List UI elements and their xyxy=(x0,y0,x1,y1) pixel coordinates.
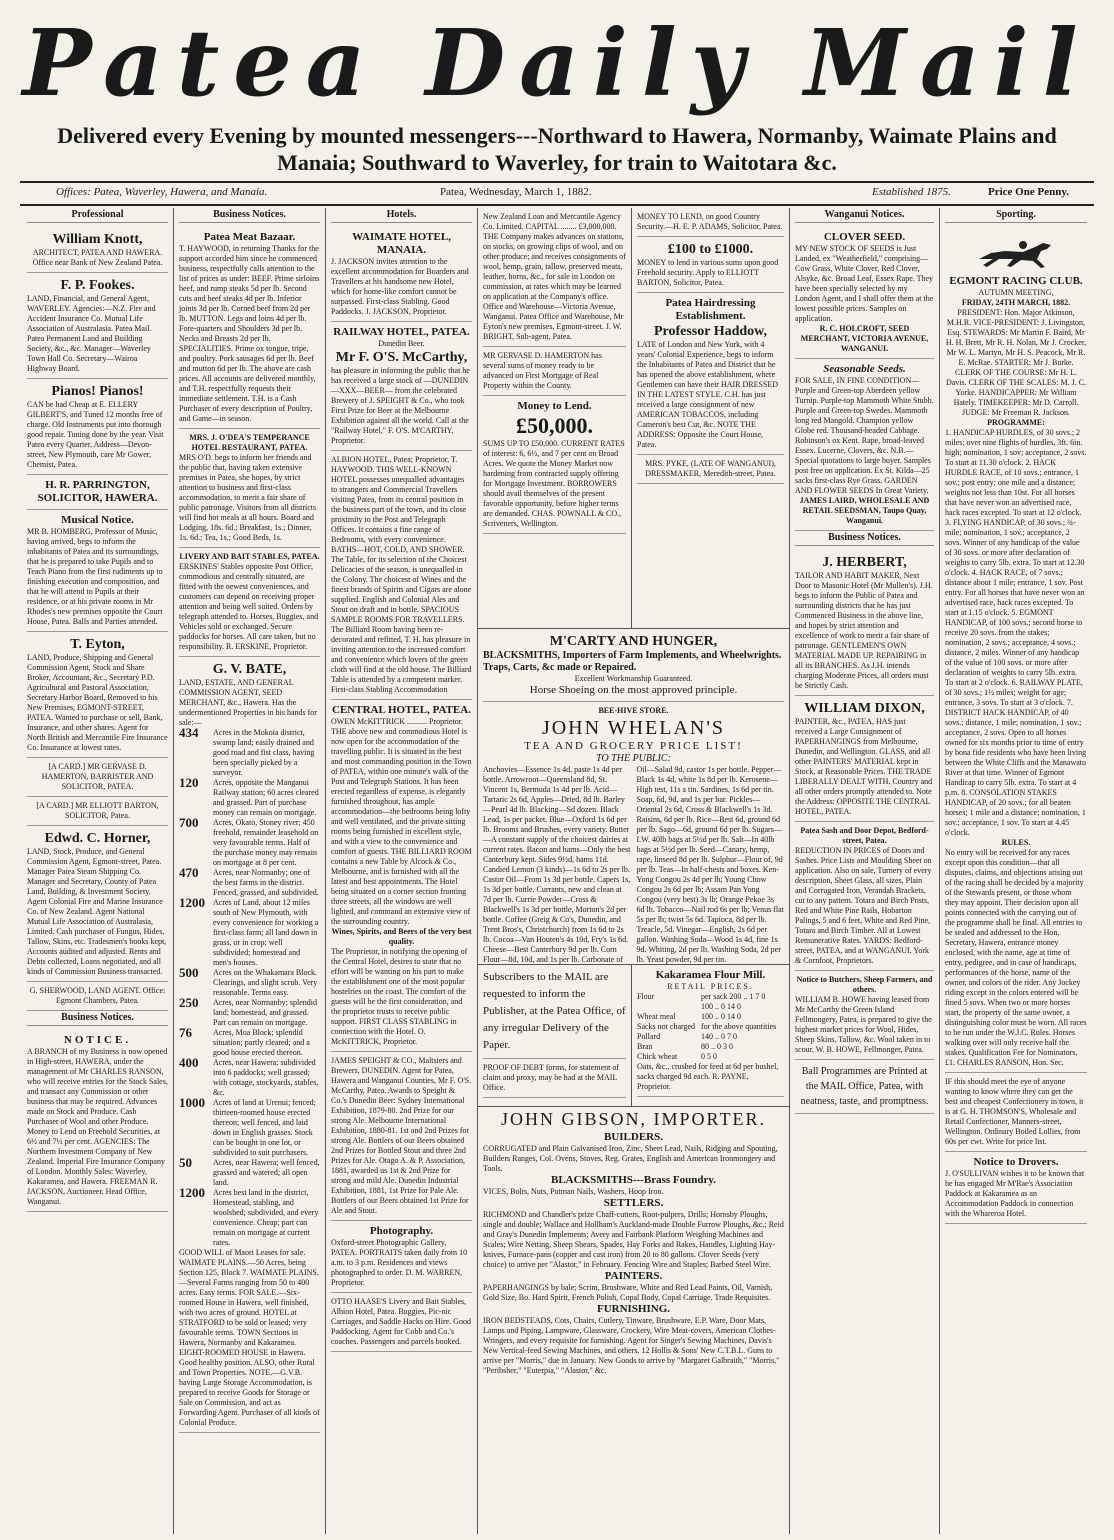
subhead: PAINTERS. xyxy=(604,1270,663,1282)
price-list-left: Anchovies—Essence 1s 4d, paste 1s 4d per bottle. Arrowroot—Queensland 8d, St. Vincent 1s, Bermuda 1s 4d per lb. Acid—Tartaric 2s 6d, Apples—Dried, 8d lb. Barley—Pearl 4d lb. Blacking—Sd dozen. Black Lead, 1s per packet. Blue—Oxford 1s 6d per lb. Brooms and Brushes, every variety. Butter—A constant supply of the choicest dairies at current rates. Bacon and hams—Only the best Canterbury kept. Sides 9½d, hams 11d. Candied Lemon (3 kinds)—1s 6d to 2s per lb. Castor Oil—From 1s 3d per bottle. Capers 1s, 1s 3d per bottle. Currants, new and clean at 7d per lb. Currie Powder—Cross & Blackwell's 1s 3d per bottle, Morton's 2d per bottle. Coffee (Greig & Co's, Dunedin, and Trent Bros's, Christchurch) from 1s 6d to 2s lb. Cocoa—Van Houten's 4s 10d, Fry's 1s 6d. Cheese—Best Canterbury 9d per lb. Corn Flour—8d, 10d, and 1s per lb. Carbonate of xyxy=(483,765,631,964)
column-flour-mill xyxy=(632,964,790,1106)
offices-line: Offices: Patea, Waverley, Hawera, and Manaia. xyxy=(56,186,268,198)
wide-block xyxy=(478,628,790,964)
ad-title: CLOVER SEED. xyxy=(823,231,906,243)
ad-body: TAILOR AND HABIT MAKER, Next Door to Masonic Hotel (Mr Mullen's). J.H. begs to inform the Public of Patea and surrounding districts that he has just Commenced Business in the above line, and hopes by strict attention and excellence of work to merit a fair share of patronage. GENTLEMEN'S OWN MATERIAL MADE UP. REPAIRING in all its BRANCHES. As J.H. intends charging Moderate Prices, all orders must be Strictly Cash. xyxy=(795,571,933,690)
info-bar xyxy=(20,186,1094,204)
property-acres: 76 xyxy=(179,1025,192,1040)
ad-signature: JAMES LAIRD, WHOLESALE AND RETAIL SEEDSMAN, Taupo Quay, Wanganui. xyxy=(799,496,930,525)
ad-body: J. JACKSON invites attention to the excellent accommodation for Boarders and Travellers at his handsome new Hotel, which for home-like comfort cannot be surpassed. First-class Stabling. Good Paddocks. J. JACKSON, Proprietor. xyxy=(331,257,469,316)
flour-price-row xyxy=(637,992,784,1002)
ad-body: T. HAYWOOD, in returning Thanks for the support accorded him since he commenced business, respectfully calls attention to the list of prices as under: BEEF. Prime sirloins beef, and rump steaks 5d per lb. Second cuts and beef steaks 4d per lb. Inferior joints 3d per lb. Corned beef from 2d per lb. MUTTON. Legs and loins 4d per lb. Fore-quarters and Shoulders 3d per lb. Necks and Breasts 2d per lb. SPECIALITIES. Prime ox tongue, tripe, and poultry. Pork sausages 6d per lb. Beef and mutton 6d per lb. The above are cash prices. All accounts are delivered monthly, and T.H. respectfully requests their immediate settlement. T.H. is a Cash Purchaser of every description of Poultry, and Game—in season. xyxy=(179,244,320,423)
ad-title: EGMONT RACING CLUB. xyxy=(949,275,1083,287)
property-row xyxy=(179,1188,320,1248)
ad-body: CORRUGATED and Plain Galvanised Iron, Zinc, Sheet Lead, Nails, Ridging and Spouting, Builders Ranges, Col. Ovens, Stoves, Reg. Grates, English and American Ironmongery and Tools. xyxy=(483,1144,778,1173)
flour-price-row xyxy=(637,1052,784,1062)
property-row xyxy=(179,898,320,968)
ad-title: WILLIAM DIXON, xyxy=(804,701,925,716)
property-description: Acres on the Whakamara Block. Clearings, and slight scrub. Very reasonable. Terms easy. xyxy=(213,968,318,997)
ad-whelan xyxy=(483,702,784,964)
ad-signature: R. C. HOLCROFT, SEED MERCHANT, VICTORIA AVENUE, WANGANUI. xyxy=(800,324,929,353)
ad-proof-of-debt: PROOF OF DEBT forms, for statement of claim and proxy, may be had at the MAIL Office. xyxy=(483,1059,626,1098)
info-rule xyxy=(20,204,1094,206)
ad-body: RICHMOND and Chandler's prize Chaff-cutters, Root-pulpers, Drills; Hornsby Ploughs, single and double; Wallace and Hollham's Auckland-made Double Furrow Ploughs, &c.; Reid and Gray's Dunedin Implements; Avery and Fairbank Platform Weighing Machines and Scales; Wire Netting, Sheep Shears, Spades, Hay Forks and Rakes, Handles, Lighting Hay-knives, Furnace-pans (copper and cast iron) from 20 to 80 gallons. Clover Seeds (very choice) to arrive per "Alastor," in February. Fencing Wire and Staples; Barbed Steel Wire. xyxy=(483,1210,784,1269)
flour-price: 100 .. 0 14 0 xyxy=(700,1002,741,1011)
ad-body: A BRANCH of my Business is now opened in High-street, HAWERA, under the management of Mr CHARLES RANSON, who will receive entries for the Stock Sales, and transact any Commission or other business that may be required. Advances made on Stock and Produce. Cash Purchaser of Wool and other Produce. Money to Lend on Freehold Securities, at 6½ and 7½ per cent. AGENCIES: The Northern Investment Company of New Zealand. Imperial Fire Insurance Company of London. Monthly Sales: Waverley, Kakaramea, and Hawera. FREEMAN R. JACKSON, Auctioneer. Head Office, Wanganui. xyxy=(27,1047,168,1206)
ad-body: SUMS UP TO £50,000. CURRENT RATES of interest: 6, 6½, and 7 per cent on Broad Acres. We quote the Money Market now hardening from contracted supply offering for Mortgage Investment. BORROWERS should avail themselves of the present favorable opportunity, before higher terms are demanded. CHAS. POWNALL & CO., Scriveners, Wellington. xyxy=(483,439,625,528)
price-list xyxy=(483,765,784,964)
property-description: Acres of Land, about 12 miles south of New Plymouth, with every convenience for working a first-class farm; all land down in grass, or in crop; well subdivided; homestead and men's houses. xyxy=(213,898,319,967)
ad-body-more: The Proprietor, in notifying the opening of the Central Hotel, desires to state that no effort will be wanting on his part to make the establishment one of the most popular hostelries on the coast. The comfort of the guests will be the first consideration, and the proprietor trusts to receive public support. FIRST CLASS STABLING in connection with the Hotel. O. McKITTRICK, Proprietor. xyxy=(331,947,468,1046)
property-description: Acres, Okato, Stoney river; 450 freehold, remainder leasehold on very favourable terms. Half of the purchase money may remain on mortgage at 8 per cent. xyxy=(213,818,319,867)
flour-item: Chick wheat xyxy=(637,1052,678,1061)
columns xyxy=(22,208,1092,1534)
property-acres: 1200 xyxy=(179,895,205,910)
ad-title: CENTRAL HOTEL, PATEA. xyxy=(332,704,471,716)
ad-body: FOR SALE, IN FINE CONDITION— Purple and Green-top Aberdeen yellow Turnip. Purple-top Mammoth White Stubb. Purple and Green-top Swedes. Mammoth long red Mangold. Champion yellow Globe red. Thousand-headed Cabbage. Robinson's ox Kent. Rape, broad-leaved Essex. Lucerne, Clovers, &c. N.B.—Special quotations to large buyer. Samples post free on application. Ex St. Kilda—25 sacks first-class Rye Grass. GARDEN AND FLOWER SEEDS In Great Variety. xyxy=(795,376,934,495)
ad-note: Excellent Workmanship Guaranteed. xyxy=(574,674,693,683)
ad-hairdressing xyxy=(637,293,784,455)
ad-hamerton-loan: MR GERVASE D. HAMERTON has several sums of money ready to be advanced on First Mortgage of Real Property within the County. xyxy=(483,347,626,396)
property-row xyxy=(179,968,320,998)
price-list-right xyxy=(637,765,785,964)
price-list-right-items: Oil—Salad 9d, castor 1s per bottle. Pepper—Black 1s 4d, white 1s 8d per lb. Kerosene—High test, 11s a tin. Sardines, 1s 6d per tin. Soap, 6d, 9d, and 1s per bar. Pickles—Oriental 2s 6d, Cross & Blackwell's 1s 3d. Raisins, 6d per lb. Rice—Best 6d, ground 6d per lb. Sago—6d, ground 6d per lb. Sugars—I.W. 40lb bags at 5½d per lb. Salt—In 40lb bags at 5½d per lb. Seed—Canary, hemp, rape, linseed 8d per lb. Sulphur—Flour of, 9d per lb. Teas—In half-chests and boxes. Ken-Yong Congou 2s 4d per lb; Young Chow Congou 2s 6d per lb; Assam Pan Yong Congou (very best) 3s lb; Orange Pekoe 3s 6d lb. Tobacco—Nail rod 6s per lb; Venus flat 5s per lb; twist 5s 6d. Tapioca, 8d per lb. Treacle, 5d. Vinegar—English, 2s 6d per gallon. Washing Soda—Wood 1s 4d, fine 1s 9d. Whiting, 2d per lb. Washing Soda, 2d per lb. Yeast powder, 9d per tin. xyxy=(636,765,784,964)
ad-title: JOHN WHELAN'S xyxy=(541,717,726,739)
subhead: SETTLERS. xyxy=(603,1197,664,1209)
property-description: Acres, near Normanby; one of the best farms in the district. Fenced, grassed, and subdivided. xyxy=(213,868,319,897)
ad-kakaramea xyxy=(637,965,784,1097)
ad-title: Pianos! Pianos! xyxy=(51,384,144,399)
column-business xyxy=(174,208,326,1534)
ad-body: LAND, Produce, Shipping and General Commission Agent, Stock and Share Broker, Accountant, &c., Secretary P.D. Agricultural and Pastoral Association, Secretary Harbor Board, Removed to his New Premises, EGMONT-STREET, PATEA. Wanted to purchase or sell, Bank, Insurance, and other shares. Agent for North British and Mercantile Fire Insurance Co. Insurance at lowest rates. xyxy=(27,653,168,752)
property-row xyxy=(179,818,320,868)
rules-body: No entry will be received for any races except upon this condition—that all disputes, claims, and objections arising out of the racing shall be decided by a majority of the Stewards present, or those whom they may appoint. Their decision upon all points connected with the carrying out of the programme shall be final. All entries to be sealed and addressed to the Hon. Secretary, Hawera, entrance money enclosed, with the name, age at time of entry, pedigree, and in case of handicaps, performances of the horse, name of the owner, and colors of the rider. Any Jockey riding except in the colors entered will be fined 5 sovs. When two or more horses start, the property of the same owner, a distinguishing color must be worn. All races to be run under the W.J.C. Rules. Horses walking over will only receive half the stakes. Qualification Fee for Nominators, £1. CHARLES RANSON, Hon. Sec. xyxy=(945,848,1087,1067)
ad-sherwood: G. SHERWOOD, LAND AGENT. Office: Egmont Chambers, Patea. xyxy=(27,982,168,1011)
tagline: Delivered every Evening by mounted messengers---Northward to Hawera, Normanby, Waimate Plains and Manaia; Southward to Waverley, for train to Waitotara &c. xyxy=(57,123,1057,175)
ad-barton-loan xyxy=(637,237,784,293)
ad-gibson xyxy=(478,1106,790,1534)
column-subscribers xyxy=(478,964,632,1106)
established-line: Established 1875. xyxy=(872,186,951,198)
property-description: Acres best land in the district, Homestead, stabling, and woolshed; subdivided, and every convenience. Cheap; part can remain on mortgage at current rates. xyxy=(213,1188,319,1247)
ad-body: Oxford-street Photographic Gallery, PATEA. PORTRAITS taken daily from 10 a.m. to 3 p.m. Residences and views photographed to order. D. M. WARREN, Proprietor. xyxy=(331,1238,468,1287)
flour-price-table xyxy=(637,992,784,1062)
property-description: Acres, Moa Block; splendid situation; partly cleared; and a good house erected thereon. xyxy=(213,1028,310,1057)
ad-body: PAPERHANGINGS by bale; Scrim, Brushware, White and Red Lead Paints, Oil, Varnish, Gold Size, Bo. Hard Spirit, French Polish, Copal Body, Copal Carriage. Trade Requisites. xyxy=(483,1283,773,1302)
ad-title: LIVERY AND BAIT STABLES, PATEA. xyxy=(179,552,320,561)
ad-title: JOHN GIBSON, IMPORTER. xyxy=(501,1109,766,1129)
property-acres: 470 xyxy=(179,865,199,880)
ad-title: G. V. BATE, xyxy=(212,662,287,677)
ad-livery xyxy=(179,548,320,657)
ad-waimate-hotel xyxy=(331,227,472,322)
ad-title: Notice to Butchers, Sheep Farmers, and others. xyxy=(796,975,933,994)
flour-price: 140 .. 0 7 0 xyxy=(700,1032,737,1041)
race-date: FRIDAY, 24TH MARCH, 1882. xyxy=(961,298,1071,307)
flour-price: 80 .. 0 3 0 xyxy=(700,1042,733,1051)
ad-name: Mr F. O'S. McCarthy, xyxy=(335,350,468,365)
property-acres: 1200 xyxy=(179,1185,205,1200)
ad-subtitle: ARCHITECT, PATEA AND HAWERA. xyxy=(32,248,163,257)
ad-knott xyxy=(27,227,168,273)
ad-title: Edwd. C. Horner, xyxy=(44,831,151,846)
flour-item xyxy=(637,1002,701,1012)
property-description: Acres, near Normanby; splendid land; homestead, and grassed. Part can remain on mortgage. xyxy=(213,998,317,1027)
ad-eyton xyxy=(27,632,168,758)
ad-sash-door xyxy=(795,822,934,971)
property-acres: 250 xyxy=(179,995,199,1010)
property-description: Acres of land at Urenui; fenced; thirteen-roomed house erected thereon; well fenced, and laid down in English grasses. Stock can be bought in one lot, or subdivided to suit purchasers. xyxy=(213,1098,316,1157)
ad-fookes xyxy=(27,273,168,379)
ad-albion-hotel: ALBION HOTEL, Patea; Proprietor, T. HAYWOOD. THIS WELL-KNOWN HOTEL possesses unequalled advantages to strangers and Commercial Travellers visiting Patea, from its central position in the business part of the town, and its close proximity to the Post and Telegraph Offices. It contains a fine range of Bedrooms, with every convenience. BATHS—HOT, COLD, AND SHOWER. The Table, for its selection of the Choicest Delicacies of the season, is unequalled in the Colony. The choicest of Wines and the finest brands of Spirits and Cigars are alone supplied. English and Colonial Ales and Stout on draft and in bottle. SPACIOUS SAMPLE ROOMS FOR TRAVELLERS. The Billiard Room having been re-decorated and refitted, T. H. has pleasure in inviting attention to the increased comfort and convenience which lovers of the green cloth will find at the old house. The Billiard Table is attended by a competent marker. First-class Stabling Accommodation xyxy=(331,451,472,700)
ad-body: BLACKSMITHS, Importers of Farm Implements, and Wheelwrights. Traps, Carts, &c made or Repaired. xyxy=(483,650,782,673)
ad-subtitle: RETAIL PRICES. xyxy=(667,982,754,991)
ad-clover xyxy=(795,227,934,359)
ad-body: MR B. HOMBERG, Professor of Music, having arrived, begs to inform the inhabitants of Patea and its surroundings, that he is prepared to take Pupils and to Teach Piano from the first rudiments up to finishing execution and composition, and that he will attend to Pupils at their residence, or at his private rooms in Mr Rhodes's new premises opposite the Court House, Patea. Balls and Parties attended. xyxy=(27,527,163,626)
flour-price: 100 .. 0 14 0 xyxy=(700,1012,741,1021)
column-loans xyxy=(478,208,632,628)
ad-fellmongery xyxy=(795,971,934,1060)
section-heading: Wanganui Notices. xyxy=(795,210,934,223)
ad-body: REDUCTION IN PRICES of Doors and Sashes. Price Lists and Moulding Sheet on application. Also on sale, Turnery of every description, Sheet Glass, all sizes, Plain and Corrugated Iron, Verandah Brackets, cut to any pattern. Totara and Birch Posts, Red and White Pine Rails, Hobarton Palings, 5 and 6 feet, White and Red Pine, Totara and Birch Timber. All at Lowest Remunerative Rates. YARDS: Bedford-street, PATEA, and at WANGANUI. York & Cornfoot, Proprietors. xyxy=(795,846,932,965)
ad-central-hotel xyxy=(331,700,472,1052)
ad-subtitle: AUTUMN MEETING, xyxy=(978,288,1054,297)
ad-title: WAIMATE HOTEL, MANAIA. xyxy=(352,231,451,256)
section-heading: Business Notices. xyxy=(795,533,934,546)
ad-body: MONEY to lend in various sums upon good Freehold security. Apply to ELLIOTT BARTON, Solicitor, Patea. xyxy=(637,258,779,287)
ad-pianos xyxy=(27,379,168,475)
property-acres: 500 xyxy=(179,965,199,980)
ad-kicker: BEE-HIVE STORE. xyxy=(598,706,669,715)
ad-title: Kakaramea Flour Mill. xyxy=(655,969,766,981)
ad-speight: JAMES SPEIGHT & CO., Maltsters and Brewers, DUNEDIN. Agent for Patea, Hawera and Wanganui Counties, Mr F. O'S. McCarthy, Patea. Awards to Speight & Co.'s Dunedin Beer: Sydney International Exhibition, 1879-80. 2nd Prize for our strong Ale. Melbourne International Exhibition, 1880-81. 1st and 2nd Prizes for strong Ale. Bottlers of our Beers obtained 2nd Prizes for Bottled Stout and three 2nd Prizes for Ale. Otago A. & P. Association, 1881, awarded us 1st & 2nd Prize for strong and mild Ale. Dunedin Industrial Exhibition, 1881, 1st Prize for Pale Ale. Bottlers of our Beers obtained 1st Prize for Ale and Stout. xyxy=(331,1052,472,1221)
ad-title: Patea Hairdressing Establishment. xyxy=(665,297,756,322)
section-heading: Business Notices. xyxy=(27,1013,168,1026)
ad-ball-programmes: Ball Programmes are Printed at the MAIL Office, Patea, with neatness, taste, and promptness. xyxy=(795,1060,934,1114)
officials: PRESIDENT: Hon. Major Atkinson, M.H.R. VICE-PRESIDENT: J. Livingston, Esq. STEWARDS: Mr Martin F. Baird, Mr H. H. Brett, Mr R. H. Nolan, Mr J. Crocker, Mr W. L. Martyn, Mr H. S. Peacock, Mr R. E. McRae. STARTER: Mr J. Burke. CLERK OF THE COURSE: Mr H. L. Davis. CLERK OF THE SCALES: M. J. C. Yorke. HANDICAPPER: Mr William Hately. TIMEKEEPER: Mr D. Carroll. JUDGE: Mr Freeman R. Jackson. xyxy=(945,308,1087,417)
ad-parrington: H. R. PARRINGTON, SOLICITOR, HAWERA. xyxy=(27,475,168,510)
flour-price-row xyxy=(637,1002,784,1012)
ad-body: LAND, Stock, Produce, and General Commission Agent, Egmont-street, Patea. Manager Patea Steam Shipping Co. Manager and Secretary, County of Patea Land, Building, & Investment Society. Agent Colonial Fire and Marine Insurance Co. of New Zealand. Agent National Mutual Life Association of Australasia, Limited. Cash purchaser of Fungus, Hides, Tallow, Skins, etc. Tradesmen's books kept, Accounts audited and adjusted. Rents and Debts collected, Loans negotiated, and all kinds of Commission Business transacted. xyxy=(27,847,167,976)
ad-subtitle: TEA AND GROCERY PRICE LIST! xyxy=(524,740,743,752)
subhead: FURNISHING. xyxy=(596,1303,671,1315)
flour-price: 0 5 0 xyxy=(700,1052,717,1061)
flour-item: Bran xyxy=(637,1042,653,1051)
property-acres: 50 xyxy=(179,1155,192,1170)
masthead-rule xyxy=(20,181,1094,183)
ad-body: VICES, Bolts, Nuts, Putman Nails, Washers, Hoop Iron. xyxy=(483,1187,664,1196)
ad-body: MY NEW STOCK OF SEEDS is Just Landed, ex "Weatherfield," comprising— Cow Grass, White Clover, Red Clover, Alsyke, &c. Broad Leaf, Essex Rape. They have been specially selected by my London Agent, and I shall offer them at the lowest possible prices. Samples on application. xyxy=(795,244,934,323)
ad-body: OWEN McKITTRICK .......... Proprietor. THE above new and commodious Hotel is now open for the accommodation of the travelling public. It is situated in the best and most commanding position in the Town of PATEA, within one minute's walk of the Post and Telegraph Stations. It has been erected regardless of expense, is elegantly furnished throughout, has ample accommodation—the bedrooms being lofty and well ventilated, and the private sitting rooms being furnished in excellent style, and with a view to the convenience and comfort of guests. THE BILLIARD ROOM contains a new Table by Alcock & Co., Melbourne, and is furnished with all the latest and best appointments. The Hotel being situated on a corner section fronting three streets, all the windows are well lighted, and command an extensive view of the surrounding country. xyxy=(331,717,472,926)
ad-body: ERSKINES' Stables opposite Post Office, commodious and centrally situated, are fitted with the newest conveniences, and customers can depend on receiving proper attention and being well suited. Orders by telegraph attended to. Horses, Buggies, and Vehicles sold or exchanged. Secure paddocks for horses. All care taken, but no responsibility. R. ERSKINE, Proprietor. xyxy=(179,562,319,651)
ad-dixon xyxy=(795,696,934,822)
ad-title: T. Eyton, xyxy=(70,637,125,652)
property-acres: 700 xyxy=(179,815,199,830)
ad-subscribers: Subscribers to the MAIL are requested to inform the Publisher, at the Patea Office, of any irregular Delivery of the Paper. xyxy=(483,965,626,1059)
dateline: Patea, Wednesday, March 1, 1882. xyxy=(440,186,592,198)
property-acres: 434 xyxy=(179,725,199,740)
property-description: Acres, near Hawera; well fenced, grassed and watered; all open land. xyxy=(213,1158,320,1187)
ad-body: LAND, ESTATE, AND GENERAL COMMISSION AGENT, SEED MERCHANT, &c., Hawera. Has the undermentioned Properties in his hands for sale:— xyxy=(179,678,317,727)
flour-item: Wheat meal xyxy=(637,1012,676,1021)
ad-wines: Wines, Spirits, and Beers of the very best quality. xyxy=(331,927,472,946)
column-professional xyxy=(22,208,174,1534)
property-row xyxy=(179,1058,320,1098)
flour-price-row xyxy=(637,1012,784,1022)
rules-title: RULES. xyxy=(1001,838,1031,847)
ad-bate xyxy=(179,657,320,1433)
ad-meat-bazaar xyxy=(179,227,320,429)
ad-body-more: GOOD WILL of Maori Leases for sale. WAIMATE PLAINS.—50 Acres, being Section 125, Block 7. WAIMATE PLAINS.—Several Farms ranging from 50 to 400 acres. Easy terms. FOR SALE.—Six-roomed House in Hawera, well finished, with two acres of ground. HOTEL at STRATFORD to be sold or leased; very favourable terms. TOWN Sections in Hawera, Normanby and Kakaramea. EIGHT-ROOMED HOUSE in Hawera. Good healthy position. ALSO, other Rural and Town Properties. NOTE.—G.V.B. having Large Storage Accommodation, is prepared to receive Goods for Storage or Sale on Commission, and act as Forwarding Agent. Purchaser of all kinds of Colonial Produce. xyxy=(179,1248,320,1427)
ad-pyke: MRS. PYKE, (LATE OF WANGANUI), DRESSMAKER, Meredith-street, Patea. xyxy=(637,455,784,484)
column-services xyxy=(632,208,790,628)
ad-body: MRS O'D. begs to inform her friends and the public that, having taken extensive premises in Patea, she hopes, by strict attention to business and first-class accommodation, to merit a fair share of public patronage. Visitors from all districts will find hot meals at all hours. Board and Lodging, 18s. 6d.; Breakfast, 1s.; Dinner, 1s. 6d.; Tea, 1s.; Good Beds, 1s. xyxy=(179,453,317,542)
ad-title: Seasonable Seeds. xyxy=(823,363,906,375)
property-list xyxy=(179,725,320,1248)
race-programme: 1. HANDICAP HURDLES, of 30 sovs.; 2 miles; over nine flights of hurdles, 3ft. 6in. high; nomination, 1 sov; acceptance, 2 sovs. To start at 11.30 o'clock. 2. HACK HURDLE RACE, of 10 sovs.; entrance, 1 sov.; post entry; one mile and a distance; weights not less than 10st. For all horses that have never won an advertised race, hack races excepted. To start at 12 o'clock. 3. FLYING HANDICAP, of 30 sovs.; ¾-mile; nomination, 1 sov.; acceptance, 2 sovs. Winner of any handicap of the value of 30 sovs. or more after declaration of weights to carry 5lb. extra. To start at 12.30 o'clock. 4. HACK RACE, of 7 sovs.; distance about 1 mile; entrance, 1 sov. Post entry. For all horses that have never won an advertised race, hack races excepted. To start at 1.15 o'clock. 5. EGMONT HANDICAP, of 100 sovs.; second horse to receive 20 sovs. from the stakes; nomination, 2 sovs.; acceptance, 4 sovs.; distance, 2 miles. Winner of any handicap of the value of 100 sovs. or more after declaration of weights to carry 5lb. extra. To start at 2 o'clock. 6. RAILWAY PLATE, of 30 sovs.; 1½ miles; weight for age; entrance, 3 sovs. To start at 3 o'clock. 7. DISTRICT HACK HANDICAP, of 40 sovs.; distance, 1 mile; nomination, 1 sov.; acceptance, 2 sovs. Open to all horses owned for six months prior to time of entry by bona fide residents who have been living between the White Cliffs and the Manawatu River at that time. Winner of Egmont Handicap to carry 5lb. extra. To start at 4 p.m. 8. CONSOLATION STAKES HANDICAP, of 20 sovs.; for all beaten horses; 1 mile and a distance; nomination, 1 sov.; acceptance, 1 sov. To start at 4.45 o'clock. xyxy=(945,428,1087,837)
ad-title: Photography. xyxy=(369,1225,434,1237)
flour-item: Flour xyxy=(637,992,655,1001)
ad-body: LAND, Financial, and General Agent, WAVERLEY. Agencies:—N.Z. Fire and Accident Insurance Co. Mutual Life Association of Australasia. Patea Mail. Patea Permanent Land and Building Society, &c., &c. Manager—Waverley Town Hall Co. Secretary—Wairoa Highway Board. xyxy=(27,294,156,373)
ad-title: William Knott, xyxy=(52,232,143,247)
ad-note: Horse Shoeing on the most approved principle. xyxy=(529,684,738,696)
ad-name: Professor Haddow, xyxy=(653,324,768,339)
ad-notice xyxy=(27,1030,168,1212)
property-acres: 1000 xyxy=(179,1095,205,1110)
property-row xyxy=(179,1098,320,1158)
ad-seasonable xyxy=(795,359,934,531)
property-acres: 120 xyxy=(179,775,199,790)
ad-odea xyxy=(179,429,320,548)
property-description: Acres, near Hawera; subdivided into 6 paddocks; well grassed; with cottage, stockyards, stables, &c. xyxy=(213,1058,319,1097)
column-wanganui xyxy=(790,208,940,1534)
ad-racing-club xyxy=(945,227,1087,1073)
ad-title: Patea Meat Bazaar. xyxy=(203,231,296,243)
ad-body: PAINTER, &c., PATEA, HAS just received a Large Consignment of PAPERHANGINGS from Melbourne, Dunedin, and Wellington. GLASS, and all other PAINTERS' MATERIAL kept in Stock, at Reasonable Prices. THE TRADE LIBERALLY DEALT WITH. Country and all other orders promptly attended to. Note the Address: OPPOSITE THE CENTRAL HOTEL, PATEA. xyxy=(795,717,933,816)
ad-title: Patea Sash and Door Depot, Bedford-street, Patea. xyxy=(800,826,929,845)
ad-money-to-lend xyxy=(483,396,626,534)
ad-title: MRS. J. O'DEA'S TEMPERANCE HOTEL RESTAURANT, PATEA. xyxy=(189,433,310,452)
ad-barton-card: [A CARD.] MR ELLIOTT BARTON, SOLICITOR, Patea. xyxy=(27,797,168,826)
ad-body: LATE of London and New York, with 4 years' Colonial Experience, begs to inform the Inhabitants of Patea and District that he has opened the above establishment, where Gentlemen can have their HAIR DRESSED IN THE LATEST STYLE. C.H. has just received a large consignment of new AMERICAN TOBACCOS, including Cameron's best Cut, &c. NOTE THE ADDRESS: Opposite the Court House, Patea. xyxy=(637,340,779,449)
section-heading: Hotels. xyxy=(331,210,472,223)
ad-title: F. P. Fookes. xyxy=(60,278,135,293)
ad-amount: £50,000. xyxy=(516,413,593,438)
masthead xyxy=(20,8,1094,176)
ad-nz-loan: New Zealand Loan and Mercantile Agency Co. Limited. CAPITAL ........ £3,000,000. THE Company makes advances on stations, on stocks, on growing clips of wool, and on other produce; and receives consignments of wool, hemp, grain, tallow, preserved meats, leather, horns, &c., for sale in London on commission, at rates which may be learned on application at the Company's office. Office and Warehouse—Victoria Avenue, Wanganui. Patea Office and Warehouse, Mr Eyton's new premises, Egmont-street. J. W. BRIGHT, Sub-agent, Patea. xyxy=(483,208,626,347)
ad-musical xyxy=(27,510,168,632)
ad-title: J. HERBERT, xyxy=(822,555,907,570)
ad-hamerton-card: [A CARD.] MR GERVASE D. HAMERTON, BARRISTER AND SOLICITOR, PATEA. xyxy=(27,758,168,797)
section-heading: Sporting. xyxy=(945,210,1087,223)
programme-title: PROGRAMME: xyxy=(987,418,1045,427)
ad-title: Notice to Drovers. xyxy=(973,1156,1059,1168)
ad-drovers xyxy=(945,1152,1087,1224)
ad-subtitle: Dunedin Beer. xyxy=(378,339,425,348)
property-row xyxy=(179,1158,320,1188)
ad-title: M'CARTY AND HUNGER, xyxy=(549,634,718,649)
flour-price-row xyxy=(637,1042,784,1052)
ad-body: WILLIAM B. HOWE having leased from Mr McCarthy the Green Island Fellmongery, Patea, is prepared to give the highest market prices for Wool, Hides, Sheep Skins, Tallow, &c. Wool taken in to scour. W. B. HOWE, Fellmonger, Patea. xyxy=(795,995,932,1054)
section-heading: Professional xyxy=(27,210,168,223)
ad-title: Money to Lend. xyxy=(517,400,592,412)
ad-body: Office near Bank of New Zealand Patea. xyxy=(32,258,163,267)
newspaper-title: Patea Daily Mail xyxy=(22,9,1092,117)
ad-photography xyxy=(331,1221,472,1293)
flour-item: Sacks not charged xyxy=(637,1022,696,1031)
column-hotels xyxy=(326,208,478,1534)
ad-body: CAN be had Cheap at E. ELLERY GILBERT'S, and Tuned 12 months free of charge. Old Instruments put into thorough good repair. Tuning done by the year. Visit Patea every Quarter. Address—Devon-street, New Plymouth, care Mr Gower, Chemist, Patea. xyxy=(27,400,164,469)
ad-title: NOTICE. xyxy=(63,1034,132,1046)
ad-body: IRON BEDSTEADS, Cots, Chairs, Cutlery, Tinware, Brushware, E.P. Ware, Door Mats, Lamps and Piping, Lampware, Glassware, Crockery, Wire Meat-covers, American Clothes-Wringers, and every requisite for furnishing. Agent for Singer's Sewing Machines, Davis's New Vertical-feed Sewing Machines, and others. 12 Hollis & Sons' New C.T.B.L. Guns to arrive per "Morris," due in January. New Goods to arrive by "Margaret Galbraith," "Morris," "Peribsher," "Euterpia," "Alastor," &c. xyxy=(483,1316,780,1375)
property-row xyxy=(179,998,320,1028)
subhead: BLACKSMITHS---Brass Foundry. xyxy=(550,1174,717,1186)
property-description: Acres in the Mokoia district, swamp land; easily drained and good road and fist class, having been specially picked by a surveyor. xyxy=(213,728,315,777)
ad-haase: OTTO HAASE'S Livery and Bait Stables, Albion Hotel, Patea. Buggies, Pic-nic Carriages, and Saddle Hacks on Hire. Good Paddocking. Agent for Cobb and Co.'s coaches. Passengers and parcels booked. xyxy=(331,1293,472,1352)
ad-horner xyxy=(27,826,168,982)
flour-price: for the above quantities xyxy=(700,1022,777,1031)
property-row xyxy=(179,1028,320,1058)
property-row xyxy=(179,778,320,818)
ad-body: J. O'SULLIVAN wishes it to be known that he has engaged Mr M'Rae's Association Paddock at Kakaramea as an Accommodation Paddock in connection with the Whareroa Hotel. xyxy=(945,1169,1085,1218)
flour-price-row xyxy=(637,1022,784,1032)
ad-body: has pleasure in informing the public that he has received a large stock of —DUNEDIN—XXX—BEER— from the celebrated Brewery of J. SPEIGHT & Co., who took First Prize for Beer at the Melbourne Exhibition against all the world. Call at the "Railway Hotel," F. O'S. M'CARTHY, Proprietor. xyxy=(331,366,470,445)
ad-title: Musical Notice. xyxy=(61,514,134,526)
ad-adams-loan: MONEY TO LEND, on good Country Security.—H. E. P. ADAMS, Solicitor, Patea. xyxy=(637,208,784,237)
section-heading: Business Notices. xyxy=(179,210,320,223)
price-line: Price One Penny. xyxy=(988,186,1069,198)
ad-title: RAILWAY HOTEL, PATEA. xyxy=(333,326,470,338)
ad-railway-hotel xyxy=(331,322,472,451)
flour-price: per sack 200 .. 1 7 0 xyxy=(700,992,766,1001)
flour-item: Pollard xyxy=(637,1032,661,1041)
ad-body: Oats, &c., crushed for feed at 6d per bushel, sacks charged 9d each. R. PAYNE, Proprietor. xyxy=(637,1062,779,1091)
ad-herbert xyxy=(795,550,934,696)
property-description: Acres, opposite the Manganui Railway station; 60 acres cleared and grassed. Part of purchase money can remain on mortgage. xyxy=(213,778,319,817)
ad-subtitle: TO THE PUBLIC: xyxy=(596,753,671,764)
property-row xyxy=(179,868,320,898)
flour-price-row xyxy=(637,1032,784,1042)
subhead: BUILDERS. xyxy=(604,1131,663,1143)
ad-confectionery: IF this should meet the eye of anyone wanting to know where they can get the best and cheapest Confectionery in town, it is at G. H. THOMSON'S, Wholesale and Retail Confectioner, Manners-street, Wellington. Ordinary Boiled Lollies, from 60s per cwt. Write for price list. xyxy=(945,1073,1087,1152)
property-acres: 400 xyxy=(179,1055,199,1070)
ad-mccarty-hunger xyxy=(483,629,784,702)
column-sporting xyxy=(940,208,1092,1534)
ad-title: £100 to £1000. xyxy=(667,242,754,257)
property-row xyxy=(179,728,320,778)
racehorse-icon xyxy=(971,233,1061,273)
